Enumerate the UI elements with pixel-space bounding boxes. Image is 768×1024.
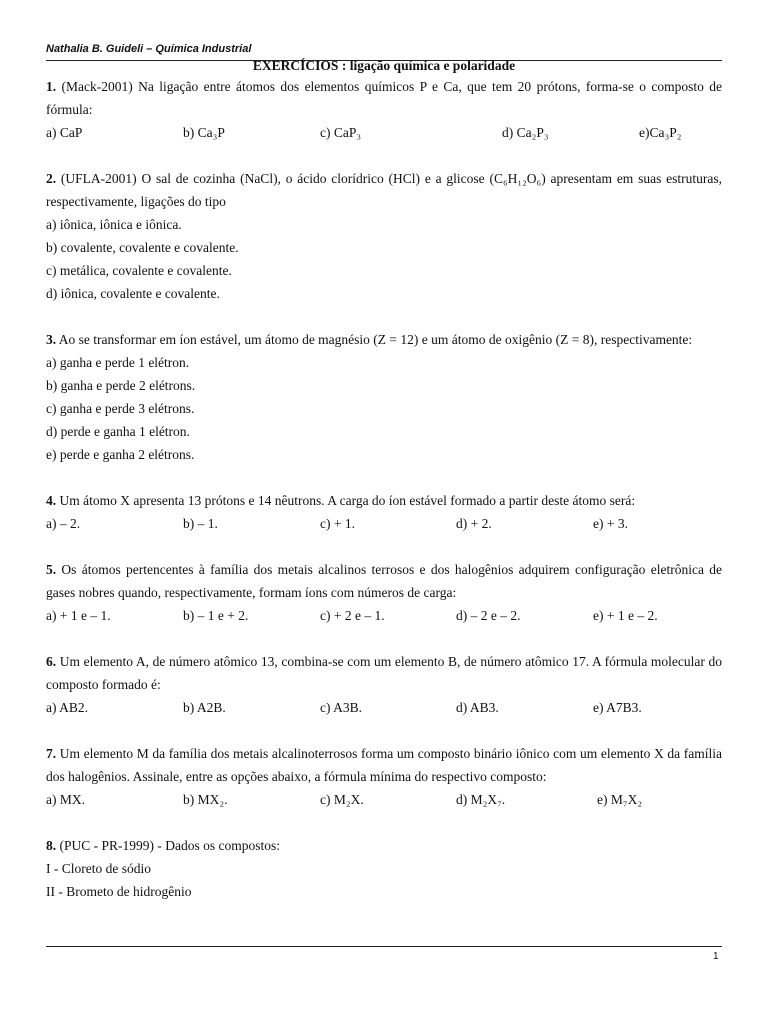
question-7	[46, 742, 722, 811]
question-6-options	[46, 696, 722, 719]
option-d: d) perde e ganha 1 elétron.	[46, 424, 190, 439]
option-c: c) + 1.	[320, 516, 355, 531]
footer-rule	[46, 946, 722, 947]
option-b: b) Ca₃P	[183, 125, 225, 140]
option-b: b) ganha e perde 2 elétrons.	[46, 378, 196, 393]
question-6-text: Um elemento A, de número atômico 13, combina-se com um elemento B, de número atômico 17. A fórmula molecular do composto formado é:	[46, 654, 722, 692]
question-5	[46, 558, 722, 627]
question-3-stem	[46, 328, 722, 351]
question-7-stem	[46, 742, 722, 788]
option-a: a) + 1 e – 1.	[46, 608, 111, 623]
question-5-stem	[46, 558, 722, 604]
question-5-options	[46, 604, 722, 627]
page-number: 1	[713, 951, 719, 962]
question-2-text: (UFLA-2001) O sal de cozinha (NaCl), o ácido clorídrico (HCl) e a glicose (C₆H₁₂O₆) apresentam em suas estruturas, respectivamente, ligações do tipo	[46, 171, 722, 209]
option-b: b) – 1.	[183, 516, 218, 531]
question-3-text: Ao se transformar em íon estável, um átomo de magnésio (Z = 12) e um átomo de oxigênio (Z = 8), respectivamente:	[56, 332, 693, 347]
option-e: e) perde e ganha 2 elétrons.	[46, 447, 195, 462]
option-c: c) + 2 e – 1.	[320, 608, 385, 623]
option-a: a) iônica, iônica e iônica.	[46, 217, 182, 232]
page-title: EXERCÍCIOS : ligação química e polaridade	[252, 58, 516, 73]
question-2	[46, 167, 722, 305]
question-8	[46, 834, 722, 903]
question-4-number: 4.	[46, 493, 57, 508]
question-2-stem	[46, 167, 722, 213]
option-a: a) AB2.	[46, 700, 88, 715]
question-8-stem	[46, 834, 722, 857]
option-e: e) A7B3.	[593, 700, 642, 715]
option-d: d) M₂X₇.	[456, 792, 506, 807]
option-d: d) Ca₂P₃	[502, 125, 549, 140]
question-4	[46, 489, 722, 535]
question-7-number: 7.	[46, 746, 57, 761]
question-4-text: Um átomo X apresenta 13 prótons e 14 nêutrons. A carga do íon estável formado a partir deste átomo será:	[56, 493, 636, 508]
option-b: b) A2B.	[183, 700, 226, 715]
question-3	[46, 328, 722, 466]
option-e: e) + 3.	[593, 516, 628, 531]
question-7-text: Um elemento M da família dos metais alcalinoterrosos forma um composto binário iônico com um elemento X da família dos halogênios. Assinale, entre as opções abaixo, a fórmula mínima do respectivo composto:	[46, 746, 722, 784]
option-c: c) CaP₃	[320, 125, 362, 140]
option-a: a) MX.	[46, 792, 85, 807]
option-a: a) – 2.	[46, 516, 81, 531]
question-5-number: 5.	[46, 562, 57, 577]
question-6	[46, 650, 722, 719]
header-author: Nathalia B. Guideli – Química Industrial	[46, 43, 252, 55]
question-1-options	[46, 121, 722, 144]
option-e: e) M₇X₂	[597, 792, 643, 807]
option-b: b) covalente, covalente e covalente.	[46, 240, 239, 255]
option-d: d) AB3.	[456, 700, 499, 715]
question-3-number: 3.	[46, 332, 57, 347]
document-body	[46, 57, 722, 903]
option-d: d) iônica, covalente e covalente.	[46, 286, 220, 301]
item-ii: II - Brometo de hidrogênio	[46, 884, 192, 899]
option-e: e)Ca₃P₂	[639, 125, 682, 140]
option-b: b) – 1 e + 2.	[183, 608, 249, 623]
option-c: c) metálica, covalente e covalente.	[46, 263, 232, 278]
question-6-stem	[46, 650, 722, 696]
question-2-number: 2.	[46, 171, 57, 186]
option-e: e) + 1 e – 2.	[593, 608, 658, 623]
question-1	[46, 75, 722, 144]
question-8-text: (PUC - PR-1999) - Dados os compostos:	[56, 838, 281, 853]
option-c: c) ganha e perde 3 elétrons.	[46, 401, 195, 416]
question-8-number: 8.	[46, 838, 57, 853]
question-4-stem	[46, 489, 722, 512]
option-d: d) – 2 e – 2.	[456, 608, 521, 623]
question-6-number: 6.	[46, 654, 57, 669]
option-c: c) M₂X.	[320, 792, 364, 807]
item-i: I - Cloreto de sódio	[46, 861, 151, 876]
option-b: b) MX₂.	[183, 792, 228, 807]
question-7-options	[46, 788, 722, 811]
question-5-text: Os átomos pertencentes à família dos metais alcalinos terrosos e dos halogênios adquirem configuração eletrônica de gases nobres quando, respectivamente, formam íons com números de carga:	[46, 562, 722, 600]
question-1-number: 1.	[46, 79, 57, 94]
question-1-stem	[46, 75, 722, 121]
option-a: a) ganha e perde 1 elétron.	[46, 355, 190, 370]
option-c: c) A3B.	[320, 700, 362, 715]
question-1-text: (Mack-2001) Na ligação entre átomos dos elementos químicos P e Ca, que tem 20 prótons, forma-se o composto de fórmula:	[46, 79, 722, 117]
option-d: d) + 2.	[456, 516, 492, 531]
question-4-options	[46, 512, 722, 535]
option-a: a) CaP	[46, 125, 83, 140]
